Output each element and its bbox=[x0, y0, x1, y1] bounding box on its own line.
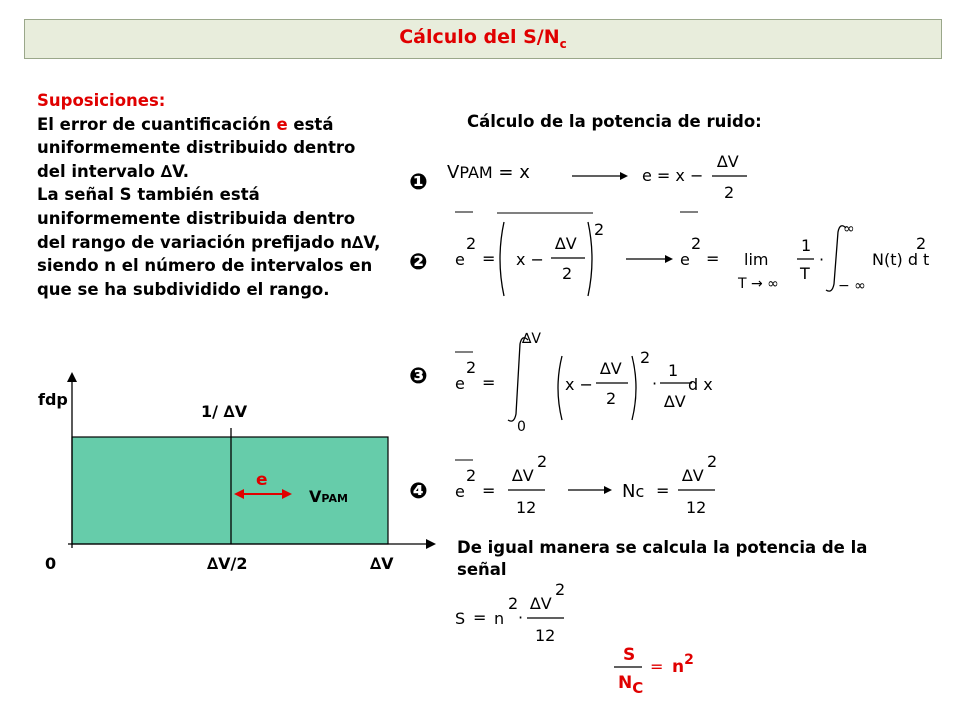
signal-heading: De igual manera se calcula la potencia de la señal bbox=[457, 538, 868, 579]
assumptions-heading: Suposiciones: bbox=[37, 91, 166, 110]
eq1-frac-den: 2 bbox=[724, 183, 735, 202]
assumption-2: La señal S también está uniformemente distribuida dentro del rango de variación prefijado n∆V, siendo n el número de intervalos en que se ha subdividido el rango. bbox=[37, 185, 381, 299]
eq2-n-exp: 2 bbox=[916, 234, 927, 253]
eq3-dv: ∆V bbox=[664, 392, 686, 411]
eq4-den: 12 bbox=[516, 498, 537, 517]
noise-heading: Cálculo de la potencia de ruido: bbox=[467, 112, 762, 131]
eq1-right: e = x − bbox=[642, 166, 704, 185]
graph-ylabel: fdp bbox=[38, 390, 68, 409]
eq3-lower: 0 bbox=[517, 419, 526, 435]
eq3-dot: · bbox=[652, 374, 658, 393]
eq2-num: ∆V bbox=[555, 234, 577, 253]
eq2-den: 2 bbox=[562, 264, 573, 283]
eq4-nc-exp: 2 bbox=[707, 452, 718, 471]
bullet-1: ❶ bbox=[409, 170, 428, 195]
eq2-integrand: N(t) d t bbox=[872, 250, 930, 269]
eq2-equals: = bbox=[482, 249, 496, 268]
eq1-left: VPAM = x bbox=[447, 162, 530, 183]
eq3-num: ∆V bbox=[600, 359, 622, 378]
bullet-3: ❸ bbox=[409, 364, 428, 389]
eq3-x-minus: x − bbox=[565, 375, 593, 394]
eq4-nc-equals: = bbox=[656, 481, 670, 500]
eq5-den: 12 bbox=[535, 626, 556, 645]
eq5-dot: · bbox=[518, 608, 524, 627]
eq4-e-exp: 2 bbox=[466, 466, 477, 485]
eq3-den: 2 bbox=[606, 389, 617, 408]
eq6-n: $n^2$ bbox=[672, 652, 694, 677]
eq2-e-rhs-exp: 2 bbox=[691, 234, 702, 253]
eq4-num: ∆V bbox=[512, 466, 534, 485]
eq2-dot: · bbox=[819, 250, 825, 269]
eq3-exp: 2 bbox=[640, 348, 651, 367]
graph-vpam: VPAM bbox=[309, 487, 348, 506]
graph-e-label: e bbox=[256, 470, 268, 490]
eq3-e-exp: 2 bbox=[466, 358, 477, 377]
eq3-equals: = bbox=[482, 373, 496, 392]
eq2-equals-rhs: = bbox=[706, 249, 720, 268]
eq4-equals: = bbox=[482, 481, 496, 500]
eq2-e: e bbox=[455, 250, 465, 269]
eq4-nc-den: 12 bbox=[686, 498, 707, 517]
page-title: Cálculo del $S/N_c$ bbox=[399, 26, 567, 51]
eq6-S: S bbox=[623, 645, 636, 665]
eq4-e: e bbox=[455, 482, 465, 501]
eq3-upper: ∆V bbox=[522, 331, 541, 347]
graph-origin: 0 bbox=[45, 554, 57, 573]
graph-end: ∆V bbox=[370, 554, 394, 573]
eq2-outer-exp: 2 bbox=[594, 220, 605, 239]
eq6-N: NC bbox=[618, 673, 644, 697]
eq2-e-rhs: e bbox=[680, 250, 690, 269]
eq5-n: n bbox=[494, 609, 505, 628]
eq2-T: T bbox=[800, 264, 810, 283]
assumption-1: El error de cuantificación e está uniformemente distribuido dentro del intervalo ∆V. bbox=[37, 114, 356, 181]
eq5-S: S bbox=[455, 609, 466, 628]
eq2-x-minus: x − bbox=[516, 250, 544, 269]
eq2-inf-top: ∞ bbox=[843, 221, 855, 237]
graph-mid: ∆V/2 bbox=[207, 554, 248, 573]
bullet-4: ❹ bbox=[409, 479, 428, 504]
eq2-e-exp: 2 bbox=[466, 234, 477, 253]
eq2-lim: lim bbox=[744, 250, 769, 269]
eq3-e: e bbox=[455, 374, 465, 393]
graph-height-label: 1/ ∆V bbox=[201, 402, 248, 421]
eq5-n-exp: 2 bbox=[508, 594, 519, 613]
eq4-nc: Nc bbox=[622, 481, 645, 502]
eq1-frac-num: ∆V bbox=[717, 152, 739, 171]
eq4-nc-num: ∆V bbox=[682, 466, 704, 485]
eq3-one: 1 bbox=[668, 361, 679, 380]
eq2-lim-sub: T → ∞ bbox=[738, 276, 779, 292]
eq2-one: 1 bbox=[801, 236, 812, 255]
eq6-equals: = bbox=[650, 657, 664, 676]
eq5-exp: 2 bbox=[555, 580, 566, 599]
eq5-equals: = bbox=[473, 608, 487, 627]
eq3-dx: d x bbox=[688, 375, 713, 394]
eq5-num: ∆V bbox=[530, 594, 552, 613]
eq2-inf-bot: − ∞ bbox=[838, 278, 866, 294]
eq4-exp: 2 bbox=[537, 452, 548, 471]
bullet-2: ❷ bbox=[409, 250, 428, 275]
